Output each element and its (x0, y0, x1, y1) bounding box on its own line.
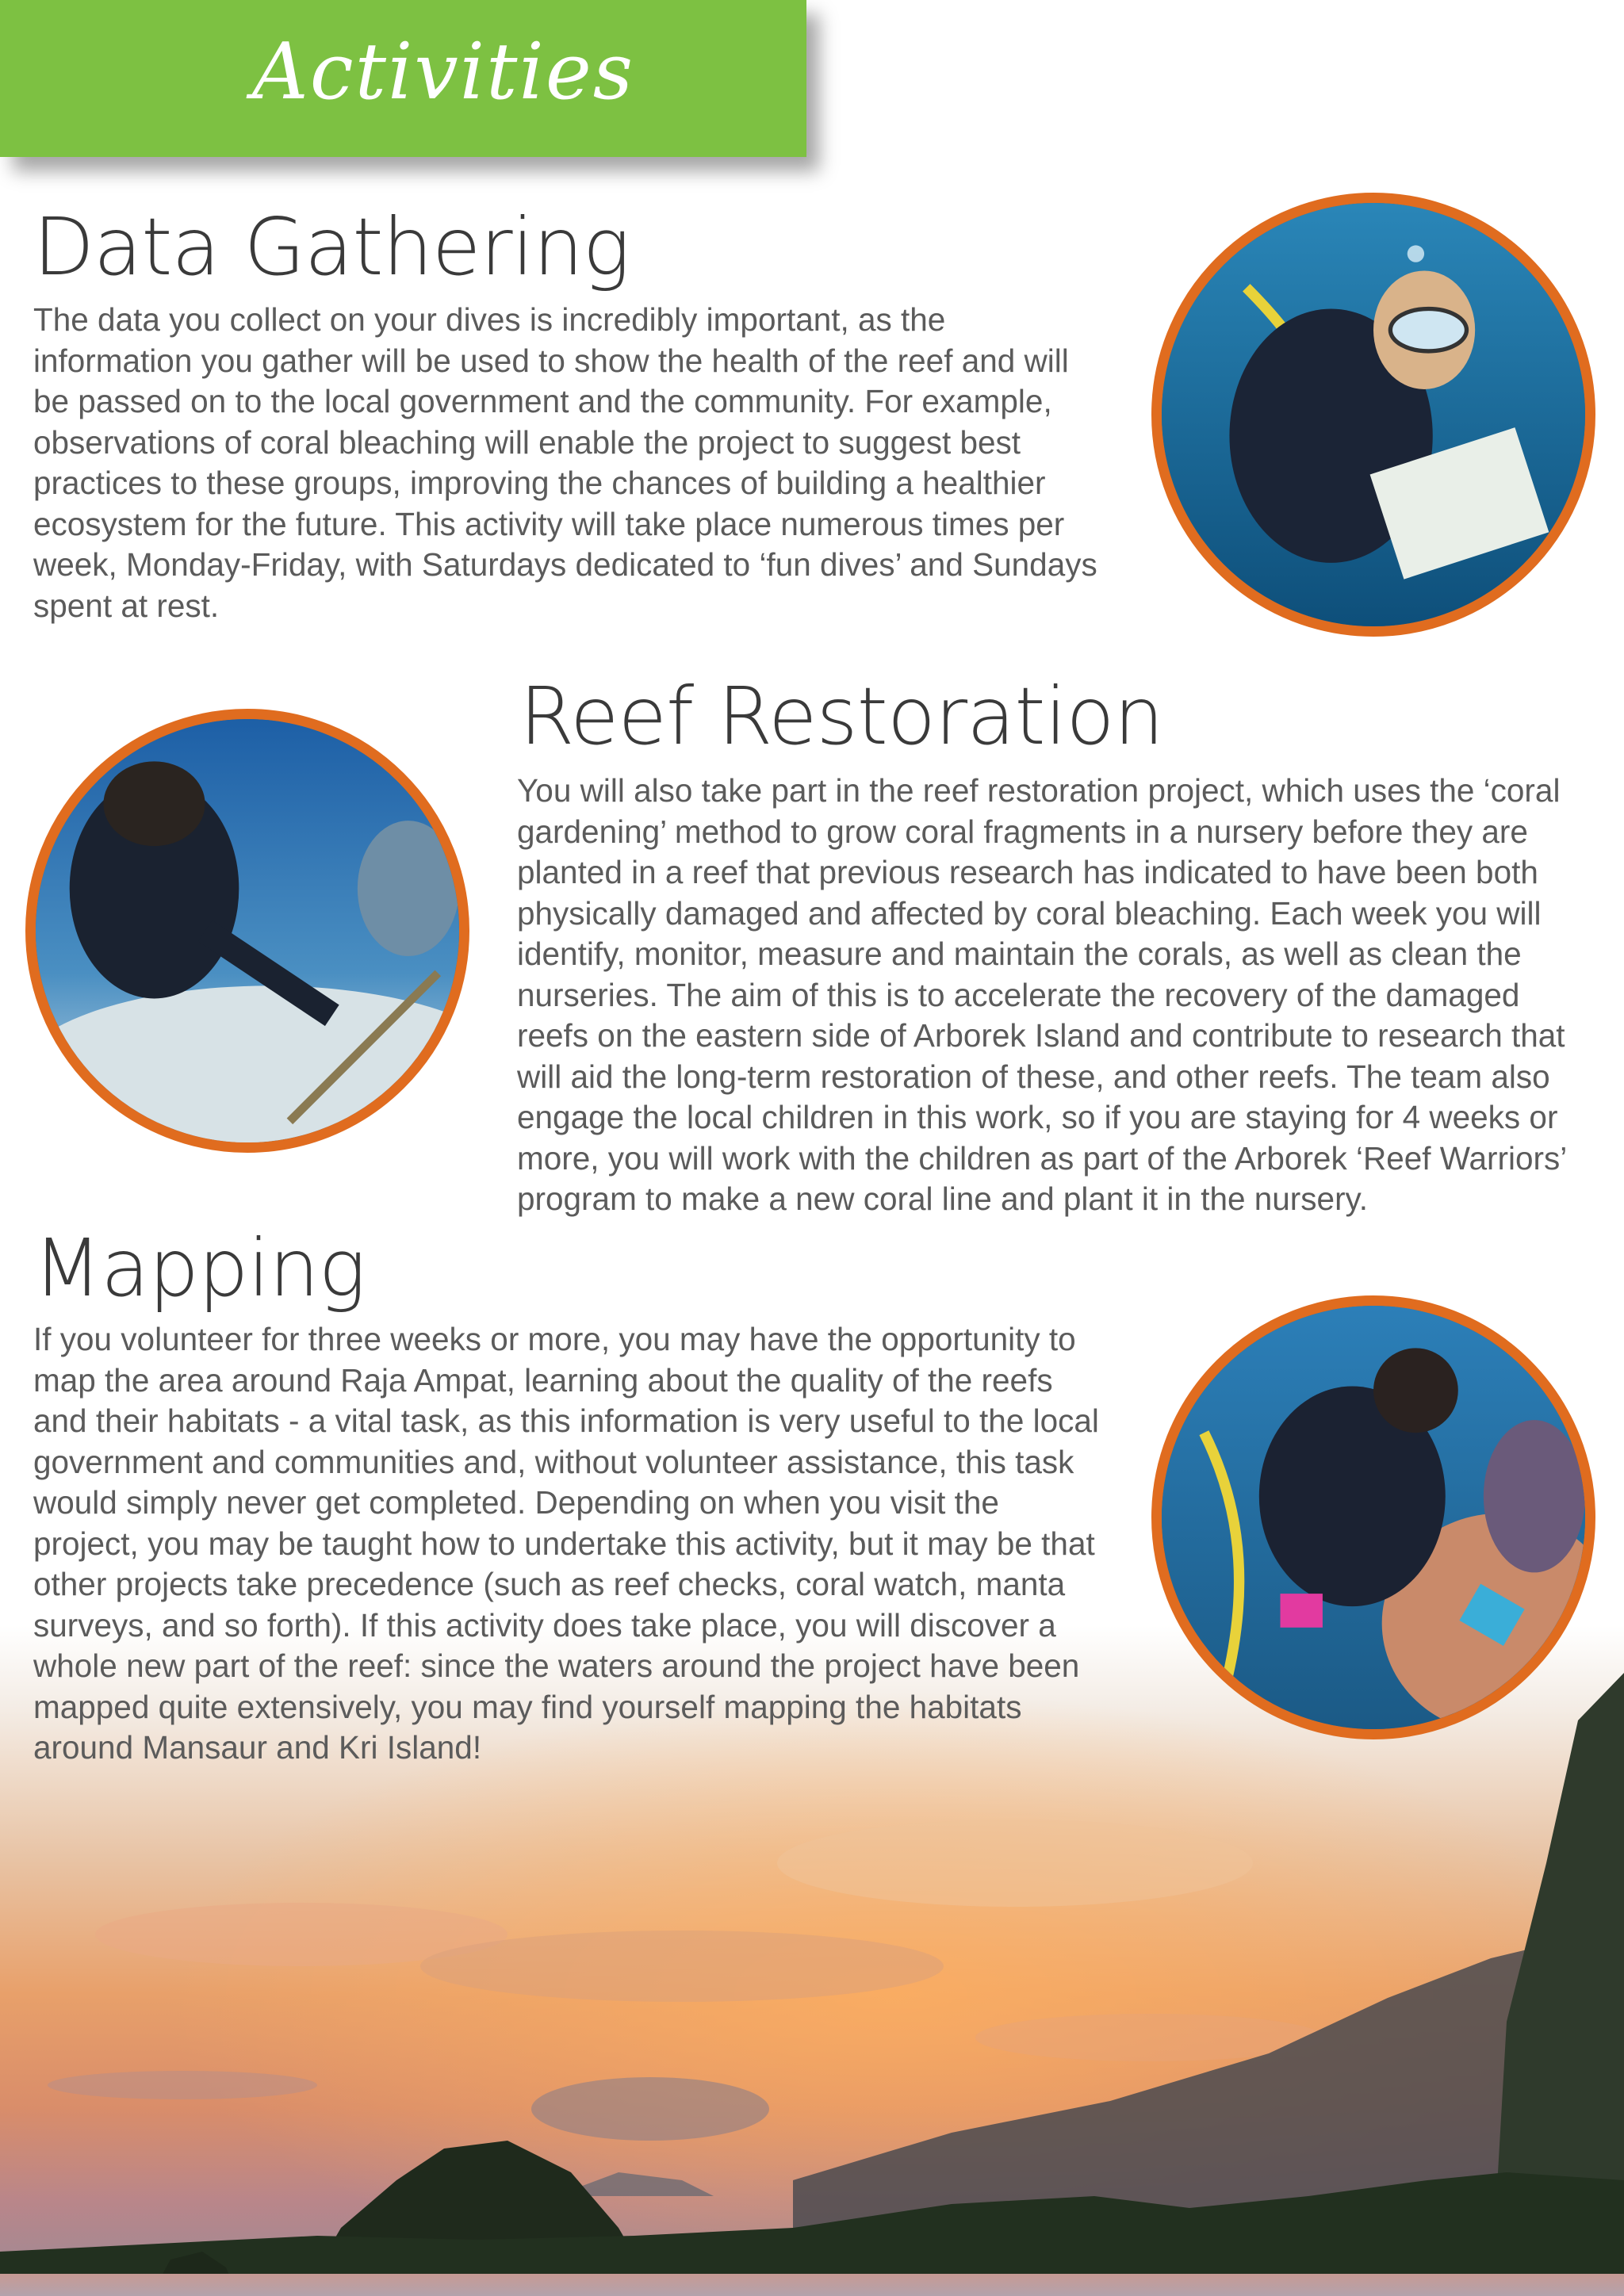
diver-with-measuring-tape-photo (1151, 1295, 1595, 1739)
activities-banner (0, 0, 806, 157)
mapping-heading: Mapping (33, 1222, 366, 1314)
reef-restoration-heading: Reef Restoration (519, 670, 1163, 763)
reef-restoration-text: You will also take part in the reef restoration project, which uses the ‘coral gardening’ method to grow coral fragments in a nursery before they are planted in a reef that previous research has indicated to have been both physically damaged and affected by coral bleaching. Each week you will identify, monitor, measure and maintain the corals, as well as clean the nurseries. The aim of this is to accelerate the recovery of the damaged reefs on the eastern side of Arborek Island and contribute to research that will aid the long-term restoration of these, and other reefs. The team also engage the local children in this work, so if you are staying for 4 weeks or more, you will work with the children as part of the Arborek ‘Reef Warriors’ program to make a new coral line and plant it in the nursery. (517, 772, 1566, 1217)
diver-with-clipboard-photo (1151, 193, 1595, 637)
banner-title: Activities (252, 27, 635, 117)
data-gathering-text: The data you collect on your dives is incredibly important, as the information you gather will be used to show the health of the reef and will be passed on to the local government and the community. For example, observations of coral bleaching will enable the project to suggest best practices to these groups, improving the chances of building a healthier ecosystem for the future. This activity will take place numerous times per week, Monday-Friday, with Saturdays dedicated to ‘fun dives’ and Sundays spent at rest. (33, 301, 1097, 624)
diver-at-coral-nursery-photo (25, 709, 469, 1153)
data-gathering-heading: Data Gathering (33, 201, 630, 293)
mapping-text: If you volunteer for three weeks or more, you may have the opportunity to map the area around Raja Ampat, learning about the quality of the reefs and their habitats - a vital task, as this information is very useful to the local government and communities and, without volunteer assistance, this task would simply never get completed. Depending on when you visit the project, you may be taught how to undertake this activity, but it may be that other projects take precedence (such as reef checks, coral watch, manta surveys, and so forth). If this activity does take place, you will discover a whole new part of the reef: since the waters around the project have been mapped quite extensively, you may find yourself mapping the habitats around Mansaur and Kri Island! (33, 1321, 1099, 1766)
